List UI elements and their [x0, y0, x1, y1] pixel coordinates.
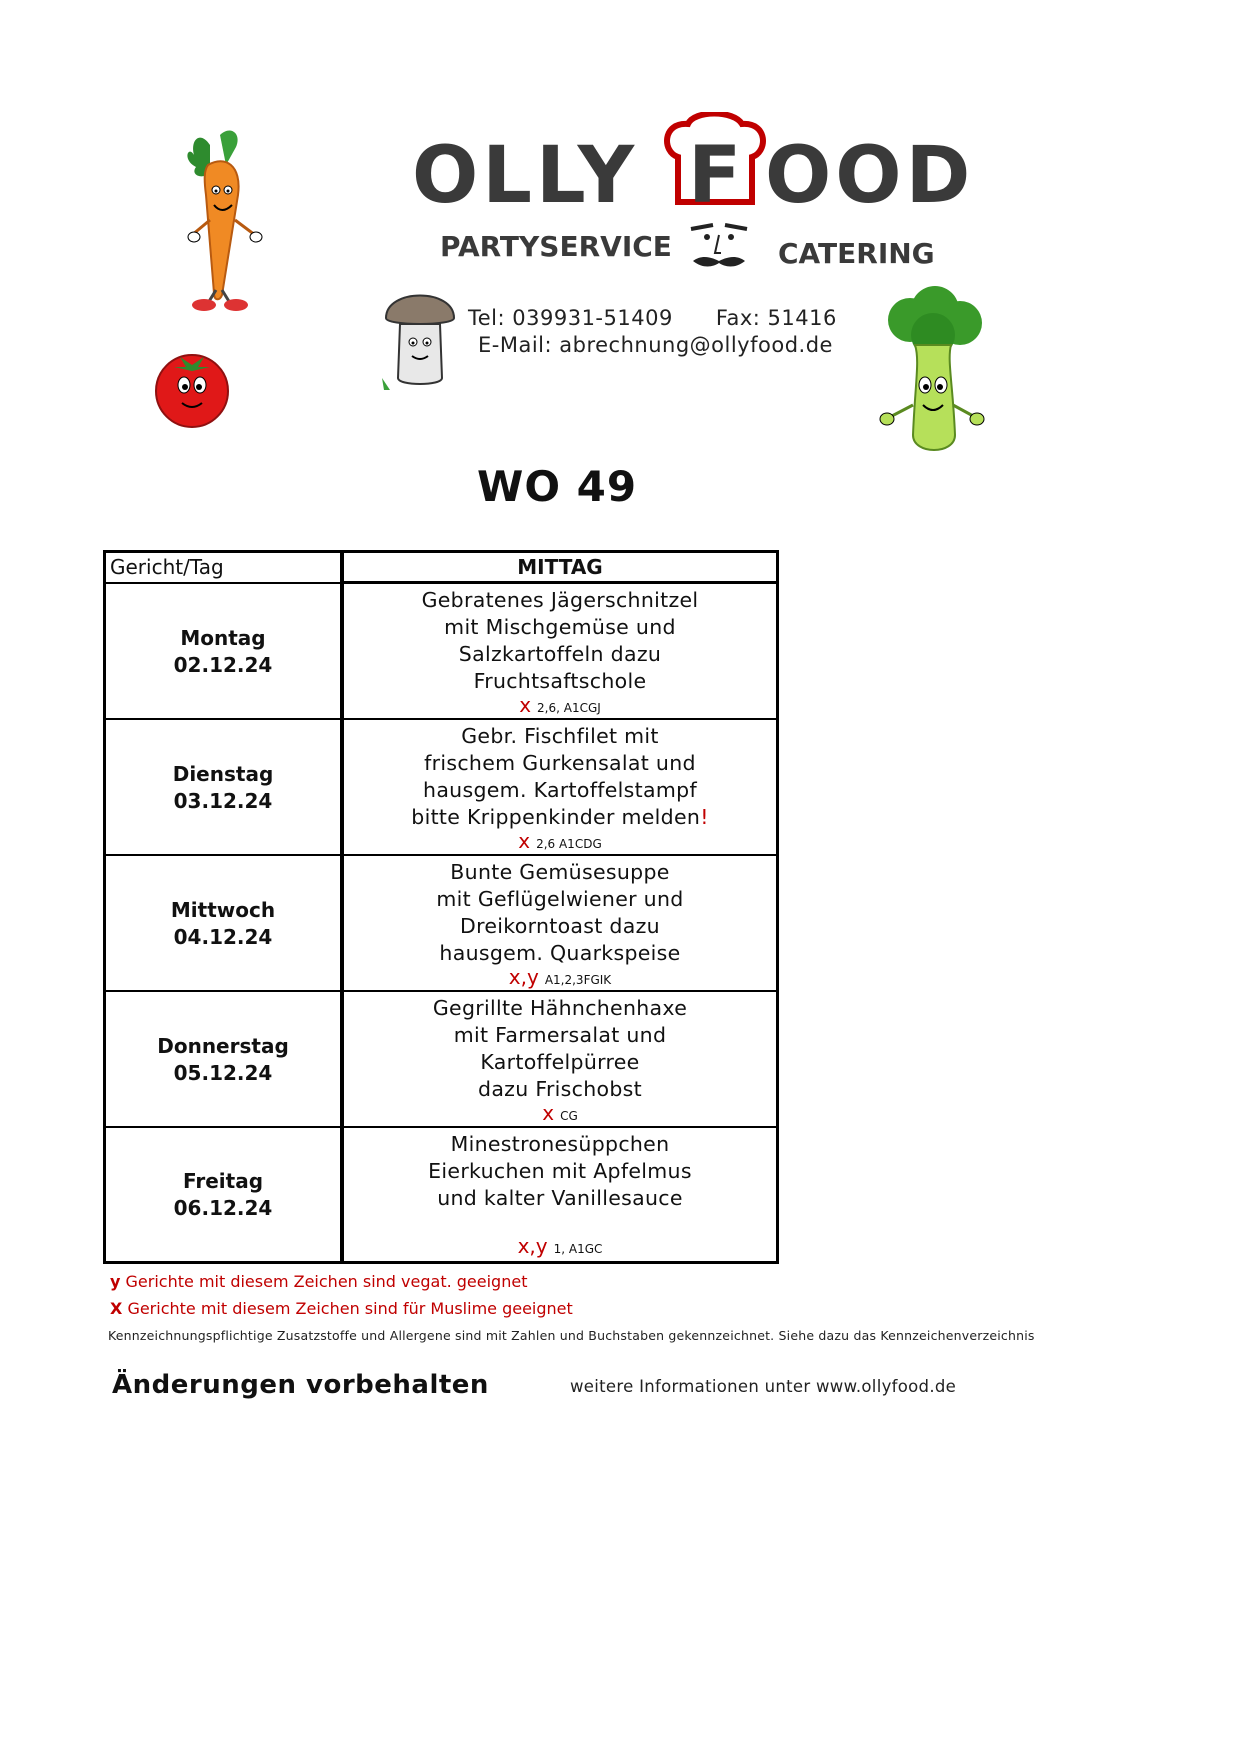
suitability-mark: x — [519, 693, 532, 717]
meal-line: mit Mischgemüse und — [444, 615, 676, 639]
logo-catering: CATERING — [778, 237, 935, 270]
meal-line: hausgem. Quarkspeise — [439, 941, 681, 965]
meal-code — [344, 695, 776, 718]
legend-y-text: Gerichte mit diesem Zeichen sind vegat. geeignet — [125, 1272, 528, 1291]
contact-phone-fax: Tel: 039931-51409 Fax: 51416 — [468, 306, 837, 330]
meal-line: mit Geflügelwiener und — [436, 887, 684, 911]
carrot-mascot-icon — [180, 125, 275, 315]
meal-cell — [344, 584, 776, 720]
day-cell — [106, 992, 340, 1128]
day-cell — [106, 856, 340, 992]
legend-x-mark: X — [110, 1299, 123, 1318]
suitability-mark: x,y — [508, 965, 539, 989]
more-info-link: weitere Informationen unter www.ollyfood.de — [570, 1377, 957, 1396]
suitability-mark: x — [542, 1101, 555, 1125]
meal-line: hausgem. Kartoffelstampf — [423, 778, 697, 802]
meal-cell — [344, 856, 776, 992]
day-cell — [106, 720, 340, 856]
meal-line: Gebratenes Jägerschnitzel — [421, 588, 699, 612]
day-name: Freitag — [182, 1168, 264, 1193]
header-day: Gericht/Tag — [110, 555, 224, 579]
mushroom-mascot-icon — [380, 278, 460, 390]
meal-line-text: bitte Krippenkinder melden — [411, 805, 701, 829]
day-date: 04.12.24 — [173, 925, 273, 949]
table-header — [106, 553, 776, 583]
header-mittag: MITTAG — [517, 555, 603, 579]
meal-line: Salzkartoffeln dazu — [458, 642, 662, 666]
day-cell — [106, 1128, 340, 1261]
meal-line: Bunte Gemüsesuppe — [450, 860, 670, 884]
meal-cell — [344, 720, 776, 856]
table-row — [106, 1128, 776, 1261]
meal-code — [344, 967, 776, 990]
meal-line: frischem Gurkensalat und — [424, 751, 696, 775]
menu-table — [103, 550, 779, 1264]
meal-line: Gebr. Fischfilet mit — [461, 724, 659, 748]
meal-line: mit Farmersalat und — [453, 1023, 667, 1047]
meal-code — [344, 1236, 776, 1259]
meal-line: Fruchtsaftschole — [473, 669, 647, 693]
contact-email: E-Mail: abrechnung@ollyfood.de — [478, 333, 833, 357]
meal-cell — [344, 992, 776, 1128]
meal-cell — [344, 1128, 776, 1261]
meal-line: dazu Frischobst — [478, 1077, 642, 1101]
day-date: 02.12.24 — [173, 653, 273, 677]
day-name: Mittwoch — [170, 898, 276, 922]
legend-x-text: Gerichte mit diesem Zeichen sind für Muslime geeignet — [127, 1299, 573, 1318]
logo-word-olly: OLLY — [412, 131, 639, 221]
day-date: 03.12.24 — [173, 789, 273, 813]
logo-partyservice: PARTYSERVICE — [440, 230, 672, 263]
suitability-mark: x — [518, 829, 531, 853]
logo-word-ood: OOD — [765, 131, 975, 221]
tomato-mascot-icon — [150, 345, 235, 430]
allergen-codes: A1,2,3FGIK — [544, 973, 612, 987]
meal-line: Kartoffelpürree — [480, 1050, 640, 1074]
day-date: 05.12.24 — [173, 1061, 273, 1085]
allergen-note: Kennzeichnungspflichtige Zusatzstoffe und Allergene sind mit Zahlen und Buchstaben gekennzeichnet. Siehe dazu das Kennzeichenverzeichnis — [108, 1328, 1035, 1343]
day-name: Dienstag — [172, 762, 274, 786]
allergen-codes: 1, A1GC — [553, 1242, 603, 1256]
broccoli-mascot-icon — [875, 285, 990, 465]
day-name: Montag — [180, 626, 266, 650]
legend-y — [110, 1272, 527, 1291]
week-title: WO 49 — [477, 462, 638, 511]
meal-line: Dreikorntoast dazu — [460, 914, 660, 938]
table-row — [106, 720, 776, 856]
meal-code — [344, 831, 776, 854]
allergen-codes: 2,6, A1CGJ — [537, 701, 601, 715]
meal-line: Eierkuchen mit Apfelmus — [428, 1159, 692, 1183]
allergen-codes: 2,6 A1CDG — [536, 837, 602, 851]
legend-x — [110, 1299, 573, 1318]
table-row — [106, 992, 776, 1128]
exclamation-mark: ! — [700, 805, 709, 829]
day-name: Donnerstag — [157, 1034, 289, 1058]
chef-face-icon — [685, 215, 753, 277]
meal-line: Gegrillte Hähnchenhaxe — [432, 996, 688, 1020]
meal-line: und kalter Vanillesauce — [437, 1186, 683, 1210]
changes-reserved: Änderungen vorbehalten — [112, 1370, 489, 1400]
legend-y-mark: y — [110, 1272, 121, 1291]
meal-code — [344, 1103, 776, 1126]
logo-letter-f: F — [688, 131, 746, 221]
suitability-mark: x,y — [517, 1234, 548, 1258]
meal-line: Minestronesüppchen — [450, 1132, 670, 1156]
allergen-codes: CG — [560, 1109, 578, 1123]
day-date: 06.12.24 — [173, 1195, 273, 1220]
table-row — [106, 856, 776, 992]
table-row — [106, 584, 776, 720]
meal-line — [344, 804, 776, 831]
day-cell — [106, 584, 340, 720]
